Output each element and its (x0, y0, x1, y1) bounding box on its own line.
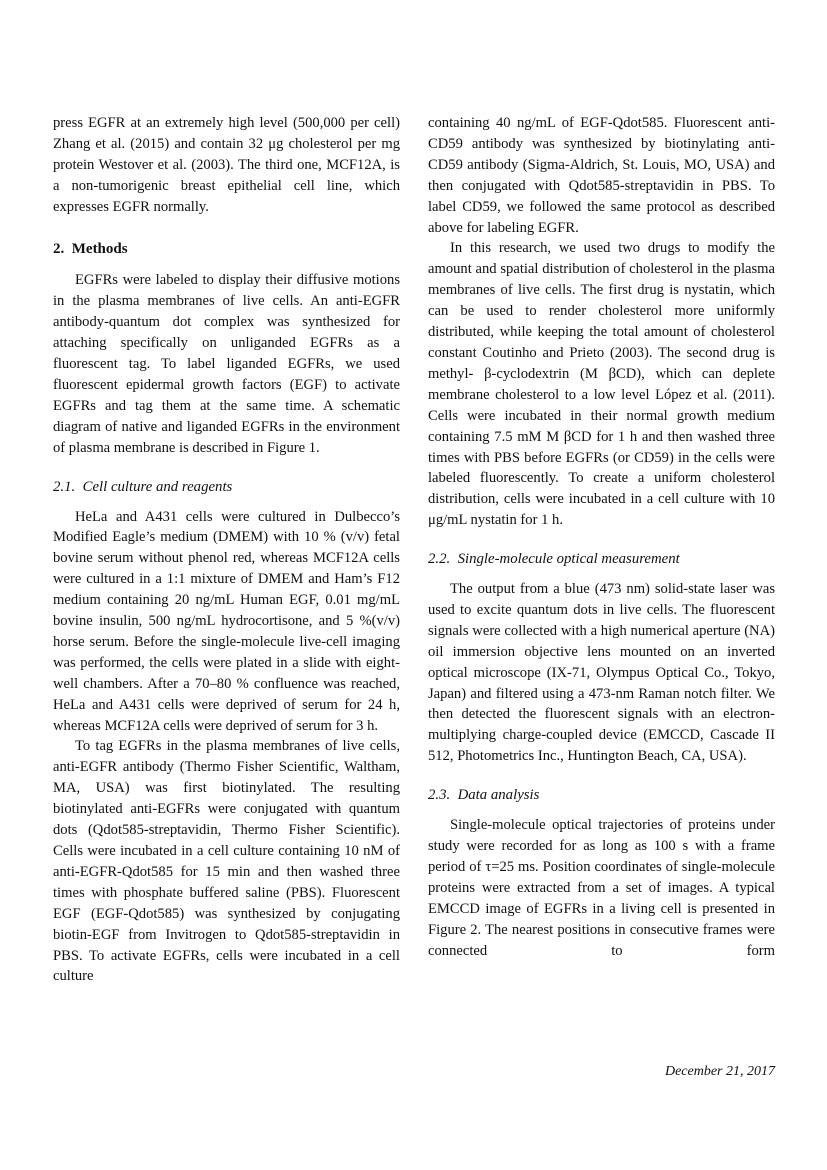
paper-body (53, 113, 775, 987)
paragraph-press-egfr: press EGFR at an extremely high level (500,000 per cell) Zhang et al. (2015) and contain 32 μg cholesterol per mg protein Westover et al. (2003). The third one, MCF12A, is a non-tumorigenic breast epithelial cell line, which expresses EGFR normally. (53, 115, 400, 215)
paragraph-data-analysis: Single-molecule optical trajectories of proteins under study were recorded for as long as 100 s with a frame period of τ=25 ms. Position coordinates of single-molecule proteins were extracted from a set of images. A typical EMCCD image of EGFRs in a living cell is presented in Figure 2. The nearest positions in consecutive frames were connected to form (428, 817, 775, 959)
paragraph-egfr-tagging: To tag EGFRs in the plasma membranes of live cells, anti-EGFR antibody (Thermo Fisher Scientific, Waltham, MA, USA) was first biotinylated. The resulting biotinylated anti-EGFRs were conjugated with quantum dots (Qdot585-streptavidin, Thermo Fisher Scientific). Cells were incubated in a cell culture containing 10 nM of anti-EGFR-Qdot585 for 15 min and then washed three times with phosphate buffered saline (PBS). Fluorescent EGF (EGF-Qdot585) was synthesized by conjugating biotin-EGF from Invitrogen to Qdot585-streptavidin in PBS. To activate EGFRs, cells were incubated in a cell culture (53, 738, 400, 985)
paragraph-methods-overview: EGFRs were labeled to display their diffusive motions in the plasma membranes of live cells. An anti-EGFR antibody-quantum dot complex was synthesized for attaching specifically on unliganded EGFRs as a fluorescent tag. To label liganded EGFRs, we used fluorescent epidermal growth factors (EGF) to activate EGFRs and tag them at the same time. A schematic diagram of native and liganded EGFRs in the environment of plasma membrane is described in Figure 1. (53, 272, 400, 456)
paragraph-optical-measurement: The output from a blue (473 nm) solid-state laser was used to excite quantum dots in live cells. The fluorescent signals were collected with a high numerical aperture (NA) oil immersion objective lens mounted on an inverted optical microscope (IX-71, Olympus Optical Co., Tokyo, Japan) and filtered using a 473-nm Raman notch filter. We then detected the fluorescent signals with an electron-multiplying charge-coupled device (EMCCD, Cascade II 512, Photometrics Inc., Huntington Beach, CA, USA). (428, 581, 775, 765)
left-column (53, 113, 400, 987)
paragraph-cell-culture: HeLa and A431 cells were cultured in Dulbecco’s Modified Eagle’s medium (DMEM) with 10 % (v/v) fetal bovine serum without phenol red, whereas MCF12A cells were cultured in a 1:1 mixture of DMEM and Ham’s F12 medium containing 20 ng/mL Human EGF, 0.01 mg/mL bovine insulin, 500 ng/mL hydrocortisone, and 5 %(v/v) horse serum. Before the single-molecule live-cell imaging was performed, the cells were plated in a slide with eight-well chambers. After a 70–80 % confluence was reached, HeLa and A431 cells were deprived of serum for 24 h, whereas MCF12A cells were deprived of serum for 3 h. (53, 508, 400, 734)
footer-date: December 21, 2017 (664, 1064, 775, 1079)
paragraph-cd59-labeling: containing 40 ng/mL of EGF-Qdot585. Fluorescent anti-CD59 antibody was synthesized by biotinylating anti-CD59 antibody (Sigma-Aldrich, St. Louis, MO, USA) and then conjugated with Qdot585-streptavidin in PBS. To label CD59, we followed the same protocol as described above for labeling EGFR. (428, 115, 775, 236)
subsection-heading-cell-culture: 2.1. Cell culture and reagents (53, 478, 233, 495)
paragraph-cholesterol-drugs: In this research, we used two drugs to modify the amount and spatial distribution of cholesterol in the plasma membranes of live cells. The first drug is nystatin, which can be used to render cholesterol more uniformly distributed, while keeping the total amount of cholesterol constant Coutinho and Prieto (2003). The second drug is methyl- β-cyclodextrin (M βCD), which can deplete membrane cholesterol to a low level López et al. (2011). Cells were incubated in their normal growth medium containing 7.5 mM M βCD for 1 h and then washed three times with PBS before EGFRs (or CD59) in the cells were labeled fluorescently. To create a uniform cholesterol distribution, cells were incubated in a cell culture with 10 μg/mL nystatin for 1 h. (428, 240, 775, 529)
subsection-heading-optical-measurement: 2.2. Single-molecule optical measurement (428, 551, 680, 568)
section-heading-methods: 2. Methods (53, 240, 128, 257)
right-column (428, 113, 775, 987)
subsection-heading-data-analysis: 2.3. Data analysis (428, 787, 540, 804)
